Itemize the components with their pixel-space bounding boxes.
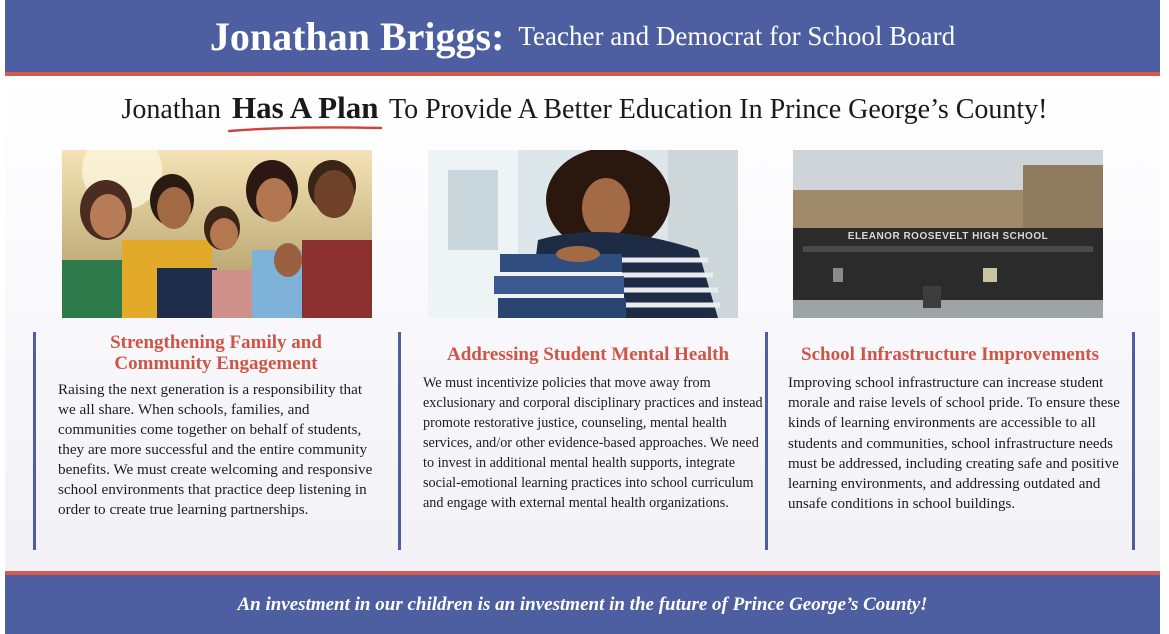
column-infrastructure	[765, 332, 1135, 550]
column-text: Improving school infrastructure can increase student morale and raise levels of school pride. To ensure these kinds of learning environments are accessible to all students and communities, school infrastructure needs must be addressed, including creating safe and positive learning environments, and addressing outdated and unsafe conditions in school buildings.	[788, 375, 1120, 513]
header-banner	[5, 0, 1160, 76]
school-sign-text: ELEANOR ROOSEVELT HIGH SCHOOL	[847, 231, 1049, 242]
student-photo	[428, 150, 738, 318]
school-photo	[793, 150, 1103, 318]
column-mental-health	[398, 332, 767, 550]
family-photo	[62, 150, 372, 318]
candidate-tagline: Teacher and Democrat for School Board	[518, 20, 956, 51]
column-title: School Infrastructure Improvements	[801, 344, 1099, 365]
footer-slogan: An investment in our children is an investment in the future of Prince George’s County!	[237, 593, 928, 615]
column-family-engagement	[33, 332, 376, 550]
column-text: Raising the next generation is a responsibility that we all share. When schools, families, and communities come together on behalf of students, they are more successful and the entire community benefits. We must create welcoming and responsive school environments that practice deep listening in order to create true learning partnerships.	[58, 381, 373, 518]
headline	[0, 90, 1169, 126]
headline-emphasis	[232, 90, 378, 126]
column-text: We must incentivize policies that move away from exclusionary and corporal disciplinary practices and instead promote restorative justice, counseling, mental health services, and/or other evidence-based approaches. We need to invest in additional mental health supports, integrate social-emotional learning practices into school curriculum and engage with external mental health organizations.	[423, 375, 763, 511]
footer-banner	[5, 571, 1160, 634]
headline-before: Jonathan	[121, 94, 222, 125]
headline-after: To Provide A Better Education In Prince George’s County!	[388, 94, 1048, 125]
underline-swoosh-icon	[228, 124, 382, 134]
column-title: Strengthening Family and Community Engagement	[110, 332, 322, 374]
candidate-name: Jonathan Briggs:	[209, 13, 505, 59]
headline-emphasis-text: Has A Plan	[232, 90, 379, 125]
column-title: Addressing Student Mental Health	[446, 344, 730, 365]
